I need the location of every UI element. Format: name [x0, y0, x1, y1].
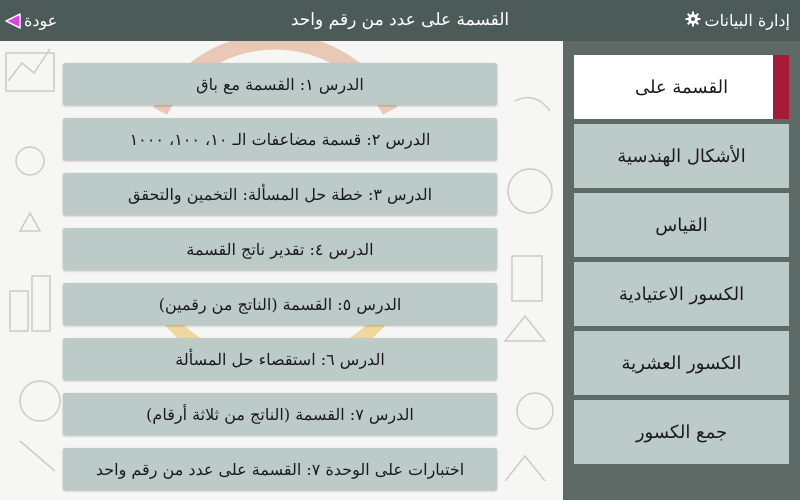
data-management-label: إدارة البيانات	[704, 11, 790, 30]
lesson-3[interactable]: الدرس ٣: خطة حل المسألة: التخمين والتحقق	[63, 173, 497, 215]
active-marker	[773, 55, 789, 119]
back-button[interactable]	[4, 0, 57, 41]
lesson-panel	[0, 41, 563, 500]
category-adding-fractions[interactable]	[574, 400, 789, 464]
top-bar	[0, 0, 800, 41]
lesson-5[interactable]: الدرس ٥: القسمة (الناتج من رقمين)	[63, 283, 497, 325]
category-label: الكسور الاعتيادية	[618, 283, 745, 305]
lesson-7[interactable]: الدرس ٧: القسمة (الناتج من ثلاثة أرقام)	[63, 393, 497, 435]
back-label: عودة	[24, 11, 58, 30]
gear-icon	[685, 11, 701, 31]
lesson-6[interactable]: الدرس ٦: استقصاء حل المسألة	[63, 338, 497, 380]
category-common-fractions[interactable]	[574, 262, 789, 326]
category-measurement[interactable]	[574, 193, 789, 257]
lesson-4[interactable]: الدرس ٤: تقدير ناتج القسمة	[63, 228, 497, 270]
lesson-1[interactable]: الدرس ١: القسمة مع باق	[63, 63, 497, 105]
back-arrow-icon	[4, 12, 22, 30]
unit-7-tests[interactable]: اختبارات على الوحدة ٧: القسمة على عدد من رقم واحد	[63, 448, 497, 490]
category-label: جمع الكسور	[635, 421, 728, 443]
category-label: القسمة على	[634, 76, 729, 98]
page-title: القسمة على عدد من رقم واحد	[290, 10, 510, 30]
category-sidebar	[563, 41, 800, 500]
data-management-button[interactable]	[685, 0, 790, 41]
category-geometric-shapes[interactable]	[574, 124, 789, 188]
category-division[interactable]	[574, 55, 789, 119]
category-label: الكسور العشرية	[621, 352, 742, 374]
category-label: الأشكال الهندسية	[617, 145, 746, 167]
category-decimal-fractions[interactable]	[574, 331, 789, 395]
lesson-2[interactable]: الدرس ٢: قسمة مضاعفات الـ ١٠، ١٠٠، ١٠٠٠	[63, 118, 497, 160]
category-label: القياس	[655, 214, 708, 236]
